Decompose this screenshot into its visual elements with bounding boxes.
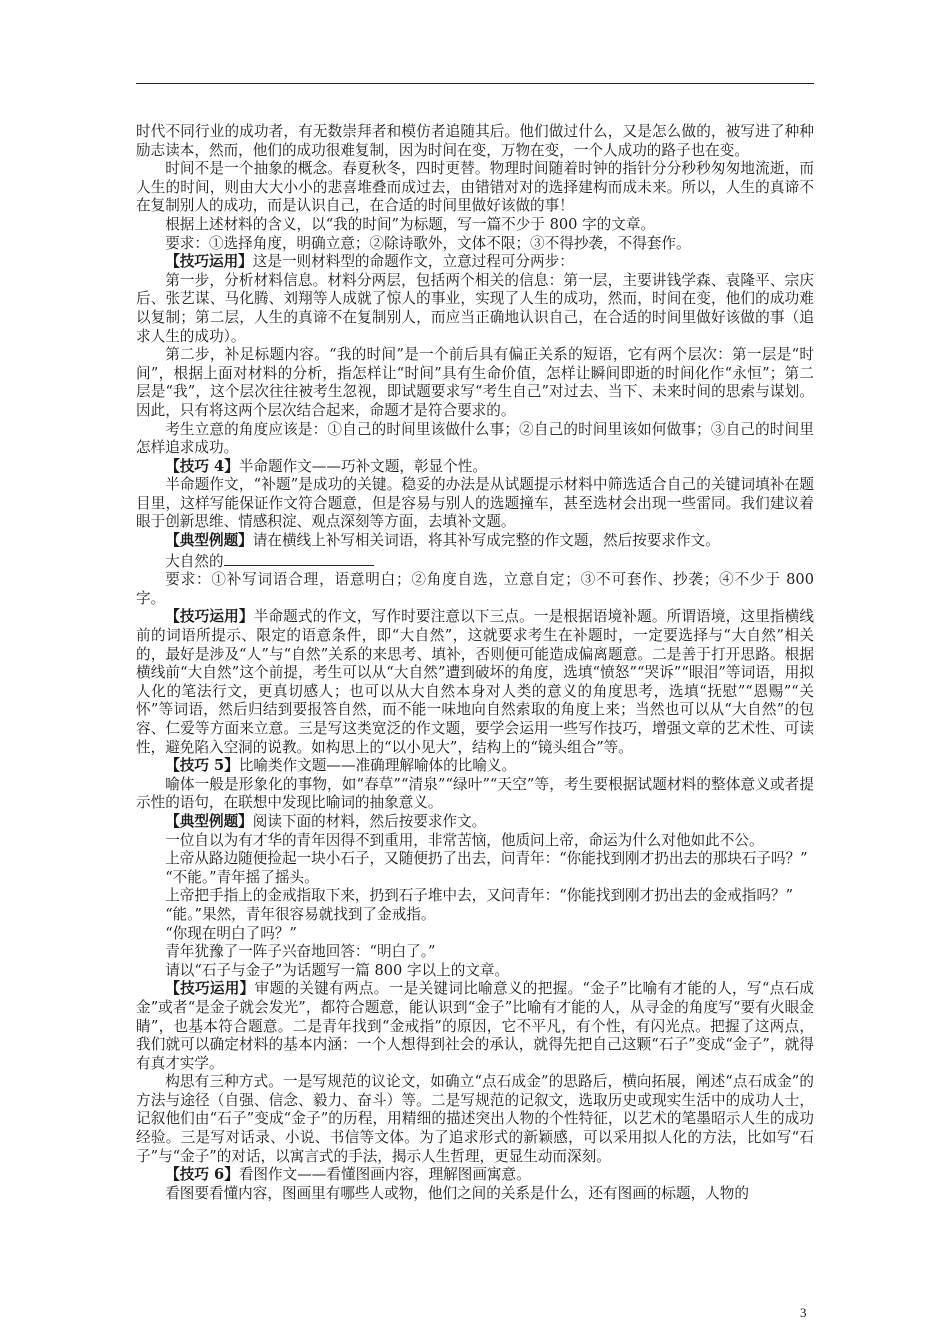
paragraph-text: 时代不同行业的成功者，有无数崇拜者和模仿者追随其后。他们做过什么，又是怎么做的，被写进了种种励志读本，然而，他们的成功很难复制，因为时间在变，万物在变，一个人成功的路子也在变。 <box>136 123 814 159</box>
paragraph <box>136 476 814 532</box>
paragraph-text: 这是一则材料型的命题作文，立意过程可分两步： <box>252 253 574 271</box>
paragraph <box>136 1073 814 1166</box>
paragraph-text: 看图作文——看懂图画内容，理解图画寓意。 <box>238 1166 531 1184</box>
section-label: 【技巧 6】 <box>165 1166 239 1184</box>
paragraph <box>136 346 814 420</box>
section-label: 【典型例题】 <box>165 532 253 550</box>
paragraph <box>136 757 814 776</box>
paragraph-text: 要求：①选择角度，明确立意；②除诗歌外，文体不限；③不得抄袭，不得套作。 <box>165 234 691 252</box>
paragraph <box>136 608 814 757</box>
paragraph <box>136 850 814 869</box>
paragraph-text: 半命题作文，“补题”是成功的关键。稳妥的办法是从试题提示材料中筛选适合自己的关键词填补在题目里，这样写能保证作文符合题意，但是容易与别人的选题撞车，甚至选材会出现一些雷同。我们建议着眼于创新思维、情感积淀、观点深刻等方面，去填补文题。 <box>136 476 814 531</box>
paragraph-text: “能。”果然，青年很容易就找到了金戒指。 <box>165 905 436 923</box>
paragraph <box>136 571 814 608</box>
paragraph <box>136 869 814 888</box>
header-rule <box>136 83 814 84</box>
fill-in-blank-line <box>224 551 374 566</box>
paragraph-text: 上帝把手指上的金戒指取下来，扔到石子堆中去，又问青年：“你能找到刚才扔出去的金戒指吗？” <box>165 887 794 905</box>
paragraph-text: 大自然的 <box>165 552 224 570</box>
paragraph <box>136 943 814 962</box>
paragraph <box>136 906 814 925</box>
paragraph <box>136 1166 814 1185</box>
paragraph-text: 半命题式的作文，写作时要注意以下三点。一是根据语境补题。所谓语境，这里指横线前的词语所提示、限定的语意条件，即“大自然”，这就要求考生在补题时，一定要选择与“大自然”相关的，最好是涉及“人”与“自然”关系的来思考、填补，否则便可能造成偏离题意。二是善于打开思路。根据横线前“大自然”这个前提，考生可以从“大自然”遭到破坏的角度，选填“愤怒”“哭诉”“眼泪”等词语，用拟人化的笔法行文，更真切感人；也可以从大自然本身对人类的意义的角度思考，选填“抚慰”“恩赐”“关怀”等词语，然后归结到要报答自然，而不能一味地向自然索取的角度上来；当然也可以从“大自然”的包容、仁爱等方面来立意。三是写这类宽泛的作文题，要学会运用一些写作技巧，增强文章的艺术性、可读性，避免陷入空洞的说教。如构思上的“以小见大”，结构上的“镜头组合”等。 <box>136 608 814 756</box>
paragraph <box>136 532 814 551</box>
paragraph <box>136 253 814 272</box>
paragraph <box>136 813 814 832</box>
paragraph-text: 构思有三种方式。一是写规范的议论文，如确立“点石成金”的思路后，横向拓展，阐述“点石成金”的方法与途径（自强、信念、毅力、奋斗）等。二是写规范的记叙文，选取历史或现实生活中的成功人士，记叙他们由“石子”变成“金子”的历程，用精细的描述突出人物的个性特征，以艺术的笔墨昭示人生的成功经验。三是写对话录、小说、书信等文体。为了追求形式的新颖感，可以采用拟人化的方法，比如写“石子”与“金子”的对话，以寓言式的手法，揭示人生哲理，更显生动而深刻。 <box>136 1073 814 1165</box>
paragraph-text: 比喻类作文题——准确理解喻体的比喻义。 <box>238 757 517 775</box>
paragraph-text: 请在横线上补写相关词语，将其补写成完整的作文题，然后按要求作文。 <box>252 532 720 550</box>
paragraph-text: 半命题作文——巧补文题，彰显个性。 <box>238 457 487 475</box>
paragraph-text: 喻体一般是形象化的事物，如“春草”“清泉”“绿叶”“天空”等，考生要根据试题材料的整体意义或者提示性的语句，在联想中发现比喻词的抽象意义。 <box>136 775 814 812</box>
paragraph-text: 时间不是一个抽象的概念。春夏秋冬，四时更替。物理时间随着时钟的指针分分秒秒匆匆地流逝，而人生的时间，则由大大小小的悲喜堆叠而成过去，由错错对对的选择建构而成未来。所以，人生的真谛不在复制别人的成功，而是认识自己，在合适的时间里做好该做的事！ <box>136 160 814 215</box>
paragraph <box>136 123 814 160</box>
paragraph-text: “你现在明白了吗？” <box>165 924 297 942</box>
paragraph-text: 一位自以为有才华的青年因得不到重用，非常苦恼，他质问上帝，命运为什么对他如此不公。 <box>165 831 764 849</box>
paragraph-text: 根据上述材料的含义，以“我的时间”为标题，写一篇不少于 800 字的文章。 <box>165 215 656 233</box>
paragraph-text: 请以“石子与金子”为话题写一篇 800 字以上的文章。 <box>165 961 510 979</box>
paragraph-text: 看图要看懂内容，图画里有哪些人或物，他们之间的关系是什么，还有图画的标题，人物的 <box>165 1184 749 1202</box>
paragraph-text: 第二步，补足标题内容。“我的时间”是一个前后具有偏正关系的短语，它有两个层次：第一层是“时间”，根据上面对材料的分析，指怎样让“时间”具有生命价值，怎样让瞬间即逝的时间化作“永恒”；第二层是“我”，这个层次往往被考生忽视，即试题要求写“考生自己”对过去、当下、未来时间的思索与谋划。因此，只有将这两个层次结合起来，命题才是符合要求的。 <box>136 346 814 419</box>
paragraph <box>136 216 814 235</box>
paragraph-text: 上帝从路边随便捡起一块小石子，又随便扔了出去，问青年：“你能找到刚才扔出去的那块石子吗？” <box>165 850 808 868</box>
section-label: 【技巧运用】 <box>165 980 255 998</box>
section-label: 【技巧 4】 <box>165 457 239 475</box>
paragraph-text: 第一步，分析材料信息。材料分两层，包括两个相关的信息：第一层，主要讲钱学森、袁隆平、宗庆后、张艺谋、马化腾、刘翔等人成就了惊人的事业，实现了人生的成功，然而，时间在变，他们的成功难以复制；第二层，人生的真谛不在复制别人，而应当正确地认识自己，在合适的时间里做好该做的事（追求人生的成功）。 <box>136 271 814 345</box>
paragraph-text: 审题的关键有两点。一是关键词比喻意义的把握。“金子”比喻有才能的人，写“点石成金”或者“是金子就会发光”，都符合题意，能认识到“金子”比喻有才能的人，从寻金的角度写“要有火眼金睛”，也基本符合题意。二是青年找到“金戒指”的原因，它不平凡，有个性，有闪光点。把握了这两点，我们就可以确定材料的基本内涵：一个人想得到社会的承认，就得先把自己这颗“石子”变成“金子”，就得有真才实学。 <box>136 980 814 1072</box>
paragraph <box>136 925 814 944</box>
section-label: 【技巧 5】 <box>165 757 239 775</box>
paragraph <box>136 458 814 477</box>
section-label: 【典型例题】 <box>165 812 253 830</box>
document-body <box>136 123 814 1203</box>
paragraph <box>136 980 814 1073</box>
section-label: 【技巧运用】 <box>165 253 253 271</box>
paragraph <box>136 832 814 851</box>
paragraph <box>136 776 814 813</box>
paragraph <box>136 421 814 458</box>
page-number: 3 <box>800 1305 807 1320</box>
section-label: 【技巧运用】 <box>165 608 254 626</box>
paragraph <box>136 887 814 906</box>
paragraph-text: “不能。”青年摇了摇头。 <box>165 868 319 886</box>
paragraph-text: 要求：①补写词语合理，语意明白；②角度自选，立意自定；③不可套作、抄袭；④不少于 800 字。 <box>136 571 814 607</box>
paragraph <box>136 1185 814 1204</box>
paragraph <box>136 962 814 981</box>
paragraph <box>136 160 814 216</box>
paragraph-text: 青年犹豫了一阵子兴奋地回答：“明白了。” <box>165 943 436 961</box>
paragraph-text: 阅读下面的材料，然后按要求作文。 <box>252 812 487 830</box>
paragraph <box>136 272 814 346</box>
paragraph <box>136 235 814 254</box>
paragraph <box>136 551 814 572</box>
paragraph-text: 考生立意的角度应该是：①自己的时间里该做什么事；②自己的时间里该如何做事；③自己的时间里怎样追求成功。 <box>136 420 814 457</box>
